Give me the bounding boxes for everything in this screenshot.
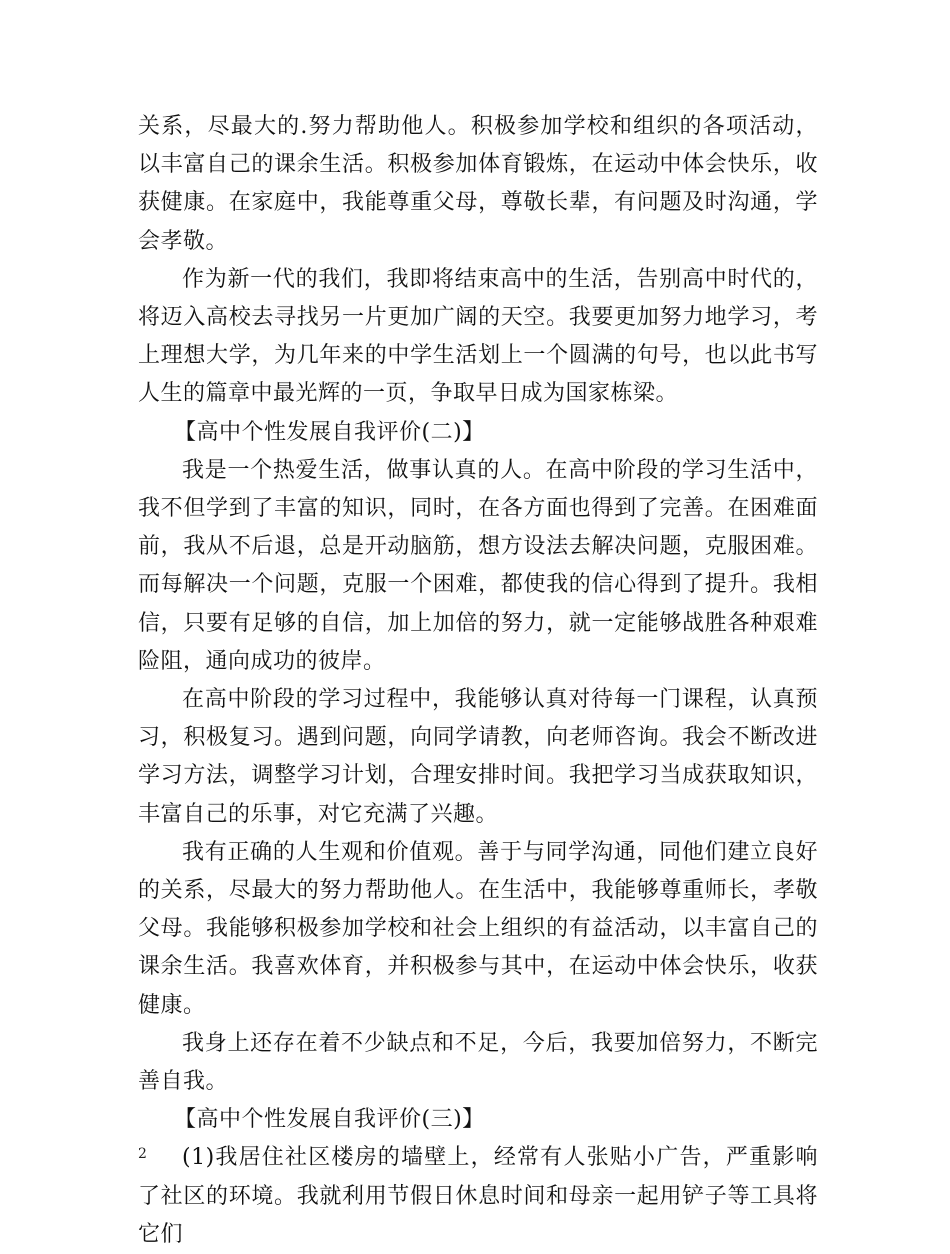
- paragraph: 我是一个热爱生活，做事认真的人。在高中阶段的学习生活中，我不但学到了丰富的知识，同时，在各方面也得到了完善。在困难面前，我从不后退，总是开动脑筋，想方设法去解决问题，克服困难。而每解决一个问题，克服一个困难，都使我的信心得到了提升。我相信，只要有足够的自信，加上加倍的努力，就一定能够战胜各种艰难险阻，通向成功的彼岸。: [138, 457, 818, 674]
- paragraph: (1)我居住社区楼房的墙壁上，经常有人张贴小广告，严重影响了社区的环境。我就利用节假日休息时间和母亲一起用铲子等工具将它们: [138, 1145, 818, 1247]
- document-body: [138, 108, 818, 1254]
- paragraph: 我有正确的人生观和价值观。善于与同学沟通，同他们建立良好的关系，尽最大的努力帮助他人。在生活中，我能够尊重师长，孝敬父母。我能够积极参加学校和社会上组织的有益活动，以丰富自己的课余生活。我喜欢体育，并积极参与其中，在运动中体会快乐，收获健康。: [138, 839, 818, 1018]
- page-number: 2: [138, 1146, 147, 1162]
- paragraph: 我身上还存在着不少缺点和不足，今后，我要加倍努力，不断完善自我。: [138, 1030, 818, 1095]
- section-heading: 【高中个性发展自我评价(三)】: [174, 1107, 485, 1133]
- paragraph: 作为新一代的我们，我即将结束高中的生活，告别高中时代的，将迈入高校去寻找另一片更加广阔的天空。我要更加努力地学习，考上理想大学，为几年来的中学生活划上一个圆满的句号，也以此书写人生的篇章中最光辉的一页，争取早日成为国家栋梁。: [138, 266, 818, 407]
- paragraph: 在高中阶段的学习过程中，我能够认真对待每一门课程，认真预习，积极复习。遇到问题，向同学请教，向老师咨询。我会不断改进学习方法，调整学习计划，合理安排时间。我把学习当成获取知识，丰富自己的乐事，对它充满了兴趣。: [138, 687, 818, 827]
- section-heading: 【高中个性发展自我评价(二)】: [174, 419, 485, 445]
- paragraph: 关系，尽最大的.努力帮助他人。积极参加学校和组织的各项活动，以丰富自己的课余生活。积极参加体育锻炼，在运动中体会快乐，收获健康。在家庭中，我能尊重父母，尊敬长辈，有问题及时沟通，学会孝敬。: [138, 114, 818, 254]
